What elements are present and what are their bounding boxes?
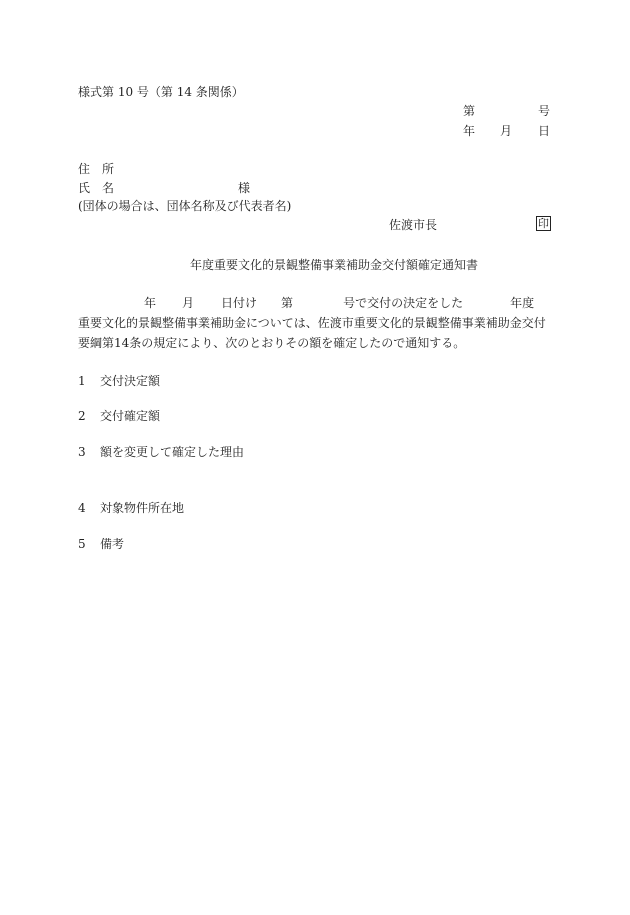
name-label: 氏 名 xyxy=(78,181,115,195)
body-year: 年 xyxy=(144,296,157,310)
form-label: 様式第 10 号（第 14 条関係） xyxy=(78,85,244,99)
seal-box: 印 xyxy=(538,217,549,230)
item-5-number: 5 xyxy=(78,537,86,551)
body-dated: 日付け xyxy=(221,296,258,310)
item-2 xyxy=(78,409,160,423)
item-1 xyxy=(78,374,160,388)
seal-mark xyxy=(536,216,551,231)
item-4-number: 4 xyxy=(78,501,86,515)
sama-honorific: 様 xyxy=(238,181,251,195)
date-day: 日 xyxy=(538,124,551,138)
item-3 xyxy=(78,445,244,459)
item-1-label: 交付決定額 xyxy=(100,374,161,388)
address-label: 住 所 xyxy=(78,162,115,176)
item-5-label: 備考 xyxy=(100,537,125,551)
doc-number-go: 号 xyxy=(538,104,551,118)
date-year: 年 xyxy=(463,124,476,138)
item-2-number: 2 xyxy=(78,409,86,423)
item-5 xyxy=(78,537,124,551)
body-month: 月 xyxy=(182,296,195,310)
item-3-number: 3 xyxy=(78,445,86,459)
issuer-name: 佐渡市長 xyxy=(389,218,438,232)
item-3-label: 額を変更して確定した理由 xyxy=(100,445,245,459)
item-4-label: 対象物件所在地 xyxy=(100,501,185,515)
document-title: 年度重要文化的景観整備事業補助金交付額確定通知書 xyxy=(190,258,479,272)
date-month: 月 xyxy=(500,124,513,138)
body-paragraph xyxy=(78,293,553,353)
body-rest: 重要文化的景観整備事業補助金については、佐渡市重要文化的景観整備事業補助金交付要綱第14条の規定により、次のとおりその額を確定したので通知する。 xyxy=(78,316,546,350)
doc-number-dai: 第 xyxy=(463,104,476,118)
body-go-text: 号で交付の決定をした xyxy=(343,296,464,310)
item-2-label: 交付確定額 xyxy=(100,409,161,423)
item-1-number: 1 xyxy=(78,374,86,388)
body-dai: 第 xyxy=(281,296,294,310)
body-nendo: 年度 xyxy=(510,296,535,310)
organization-note: (団体の場合は、団体名称及び代表者名) xyxy=(78,199,292,213)
item-4 xyxy=(78,501,184,515)
